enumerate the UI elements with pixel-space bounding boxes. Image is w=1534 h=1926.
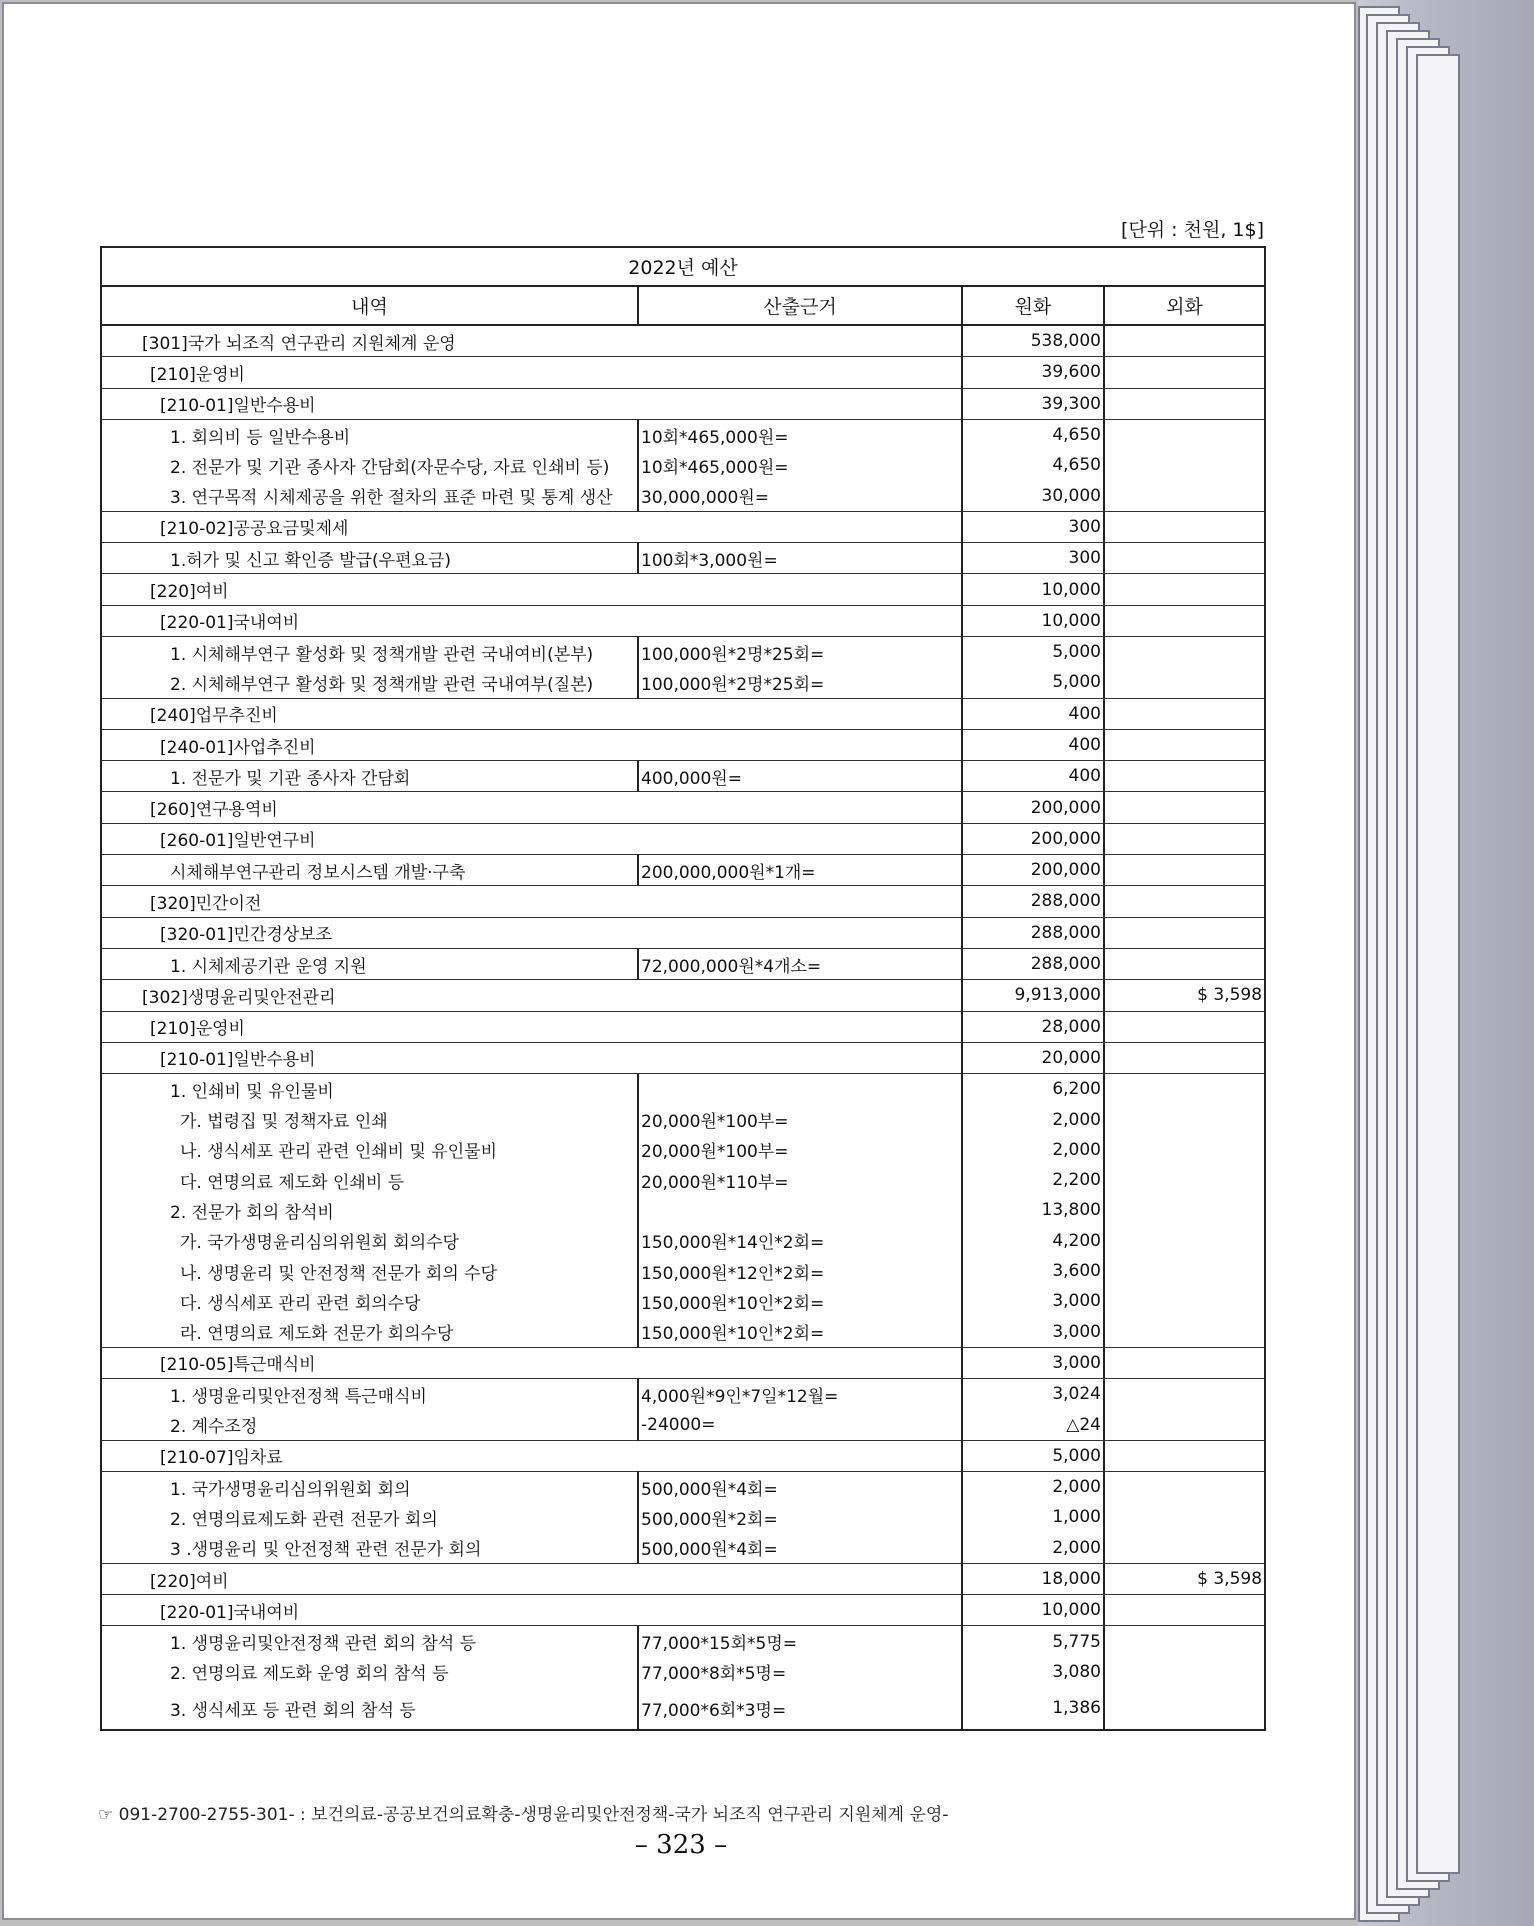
cell-krw: △24: [962, 1409, 1104, 1440]
cell-item: 1. 국가생명윤리심의위원회 회의: [101, 1471, 638, 1502]
table-row: [101, 1347, 1265, 1378]
cell-fx: [1104, 1317, 1265, 1348]
cell-basis: 20,000원*110부=: [638, 1165, 962, 1195]
cell-krw: 6,200: [962, 1074, 1104, 1105]
cell-item: 1. 생명윤리및안전정책 관련 회의 참석 등: [101, 1626, 638, 1657]
cell-krw: 4,200: [962, 1226, 1104, 1256]
table-row: [101, 698, 1265, 729]
cell-krw: 5,775: [962, 1626, 1104, 1657]
cell-basis: -24000=: [638, 1409, 962, 1440]
table-row: [101, 823, 1265, 854]
cell-item: [320]민간이전: [101, 886, 962, 917]
cell-basis: 10회*465,000원=: [638, 450, 962, 480]
cell-krw: 10,000: [962, 1595, 1104, 1626]
table-row: [101, 1563, 1265, 1594]
document-page: [2, 2, 1356, 1920]
cell-item: 라. 연명의료 제도화 전문가 회의수당: [101, 1317, 638, 1348]
cell-basis: 72,000,000원*4개소=: [638, 948, 962, 979]
table-row: [101, 1440, 1265, 1471]
cell-krw: 5,000: [962, 667, 1104, 698]
table-row: [101, 1595, 1265, 1626]
cell-fx: [1104, 917, 1265, 948]
cell-krw: 400: [962, 698, 1104, 729]
cell-fx: [1104, 1533, 1265, 1564]
unit-label: [단위 : 천원, 1$]: [1121, 219, 1264, 241]
cell-item: 나. 생식세포 관리 관련 인쇄비 및 유인물비: [101, 1135, 638, 1165]
table-row: [101, 1533, 1265, 1564]
table-row: [101, 388, 1265, 419]
cell-krw: 2,000: [962, 1533, 1104, 1564]
cell-basis: 30,000,000원=: [638, 480, 962, 511]
cell-item: 2. 연명의료 제도화 운영 회의 참석 등: [101, 1657, 638, 1687]
cell-item: 1. 회의비 등 일반수용비: [101, 419, 638, 450]
cell-krw: 288,000: [962, 948, 1104, 979]
table-row: [101, 1074, 1265, 1105]
table-row: [101, 574, 1265, 605]
table-row: [101, 980, 1265, 1011]
cell-fx: [1104, 1074, 1265, 1105]
table-row: [101, 1657, 1265, 1687]
table-row: [101, 761, 1265, 792]
cell-fx: [1104, 1502, 1265, 1532]
page-stack-edge: [1416, 54, 1460, 1874]
cell-fx: [1104, 1165, 1265, 1195]
cell-krw: 200,000: [962, 855, 1104, 886]
cell-krw: 200,000: [962, 823, 1104, 854]
cell-fx: [1104, 823, 1265, 854]
cell-item: 다. 연명의료 제도화 인쇄비 등: [101, 1165, 638, 1195]
table-row: [101, 511, 1265, 542]
cell-krw: 10,000: [962, 574, 1104, 605]
table-row: [101, 543, 1265, 574]
cell-krw: 20,000: [962, 1042, 1104, 1073]
cell-krw: 39,600: [962, 357, 1104, 388]
cell-item: 1. 인쇄비 및 유인물비: [101, 1074, 638, 1105]
cell-fx: [1104, 511, 1265, 542]
table-row: [101, 1687, 1265, 1730]
table-row: [101, 1286, 1265, 1316]
cell-fx: [1104, 1379, 1265, 1410]
cell-basis: 77,000*15회*5명=: [638, 1626, 962, 1657]
cell-item: 나. 생명윤리 및 안전정책 전문가 회의 수당: [101, 1256, 638, 1286]
cell-fx: [1104, 1226, 1265, 1256]
cell-krw: 3,000: [962, 1286, 1104, 1316]
cell-item: [302]생명윤리및안전관리: [101, 980, 962, 1011]
cell-krw: 300: [962, 543, 1104, 574]
cell-item: [301]국가 뇌조직 연구관리 지원체계 운영: [101, 325, 962, 357]
cell-basis: 150,000원*10인*2회=: [638, 1286, 962, 1316]
cell-fx: [1104, 543, 1265, 574]
cell-fx: $ 3,598: [1104, 1563, 1265, 1594]
cell-krw: 5,000: [962, 1440, 1104, 1471]
header-item: 내역: [101, 286, 638, 325]
cell-item: [260]연구용역비: [101, 792, 962, 823]
budget-table: [100, 246, 1266, 1731]
cell-basis: 500,000원*4회=: [638, 1471, 962, 1502]
cell-krw: 1,000: [962, 1502, 1104, 1532]
cell-basis: 500,000원*2회=: [638, 1502, 962, 1532]
cell-fx: [1104, 574, 1265, 605]
table-row: [101, 480, 1265, 511]
table-row: [101, 1135, 1265, 1165]
cell-item: 1. 전문가 및 기관 종사자 간담회: [101, 761, 638, 792]
page-number: – 323 –: [634, 1830, 728, 1860]
cell-krw: 3,000: [962, 1317, 1104, 1348]
cell-basis: 100회*3,000원=: [638, 543, 962, 574]
cell-item: 2. 시체해부연구 활성화 및 정책개발 관련 국내여부(질본): [101, 667, 638, 698]
cell-item: [210-05]특근매식비: [101, 1347, 962, 1378]
table-row: [101, 855, 1265, 886]
table-row: [101, 1317, 1265, 1348]
table-row: [101, 729, 1265, 760]
table-row: [101, 357, 1265, 388]
cell-fx: [1104, 388, 1265, 419]
cell-fx: [1104, 886, 1265, 917]
cell-item: 다. 생식세포 관리 관련 회의수당: [101, 1286, 638, 1316]
cell-fx: [1104, 1595, 1265, 1626]
cell-fx: [1104, 729, 1265, 760]
table-row: [101, 1011, 1265, 1042]
cell-krw: 9,913,000: [962, 980, 1104, 1011]
cell-krw: 39,300: [962, 388, 1104, 419]
table-row: [101, 419, 1265, 450]
table-row: [101, 605, 1265, 636]
cell-basis: 100,000원*2명*25회=: [638, 667, 962, 698]
cell-item: [320-01]민간경상보조: [101, 917, 962, 948]
cell-basis: 150,000원*14인*2회=: [638, 1226, 962, 1256]
cell-krw: 300: [962, 511, 1104, 542]
cell-basis: 20,000원*100부=: [638, 1135, 962, 1165]
cell-basis: 150,000원*10인*2회=: [638, 1317, 962, 1348]
cell-item: [240]업무추진비: [101, 698, 962, 729]
cell-krw: 18,000: [962, 1563, 1104, 1594]
cell-item: 2. 계수조정: [101, 1409, 638, 1440]
cell-fx: [1104, 1471, 1265, 1502]
cell-fx: [1104, 1256, 1265, 1286]
cell-fx: [1104, 761, 1265, 792]
cell-fx: $ 3,598: [1104, 980, 1265, 1011]
cell-item: [220-01]국내여비: [101, 1595, 962, 1626]
table-row: [101, 1042, 1265, 1073]
cell-item: [210-02]공공요금및제세: [101, 511, 962, 542]
cell-fx: [1104, 948, 1265, 979]
table-row: [101, 1195, 1265, 1225]
cell-fx: [1104, 1011, 1265, 1042]
cell-krw: 400: [962, 761, 1104, 792]
cell-item: [240-01]사업추진비: [101, 729, 962, 760]
cell-item: 1. 시체해부연구 활성화 및 정책개발 관련 국내여비(본부): [101, 636, 638, 667]
cell-fx: [1104, 357, 1265, 388]
cell-basis: 20,000원*100부=: [638, 1104, 962, 1134]
cell-fx: [1104, 1135, 1265, 1165]
cell-item: 가. 국가생명윤리심의위원회 회의수당: [101, 1226, 638, 1256]
cell-item: [260-01]일반연구비: [101, 823, 962, 854]
cell-item: [220]여비: [101, 574, 962, 605]
cell-basis: 77,000*8회*5명=: [638, 1657, 962, 1687]
cell-item: 1. 생명윤리및안전정책 특근매식비: [101, 1379, 638, 1410]
cell-krw: 2,000: [962, 1471, 1104, 1502]
cell-item: [210-01]일반수용비: [101, 388, 962, 419]
cell-fx: [1104, 1195, 1265, 1225]
table-row: [101, 917, 1265, 948]
cell-krw: 4,650: [962, 450, 1104, 480]
cell-basis: 400,000원=: [638, 761, 962, 792]
cell-item: 가. 법령집 및 정책자료 인쇄: [101, 1104, 638, 1134]
cell-basis: [638, 1074, 962, 1105]
cell-basis: 10회*465,000원=: [638, 419, 962, 450]
cell-krw: 1,386: [962, 1687, 1104, 1730]
table-row: [101, 1409, 1265, 1440]
cell-krw: 400: [962, 729, 1104, 760]
cell-basis: 150,000원*12인*2회=: [638, 1256, 962, 1286]
cell-krw: 30,000: [962, 480, 1104, 511]
cell-item: [210-01]일반수용비: [101, 1042, 962, 1073]
cell-item: 시체해부연구관리 정보시스템 개발·구축: [101, 855, 638, 886]
cell-fx: [1104, 1347, 1265, 1378]
cell-fx: [1104, 792, 1265, 823]
cell-item: [210]운영비: [101, 1011, 962, 1042]
table-row: [101, 1471, 1265, 1502]
table-row: [101, 1379, 1265, 1410]
cell-basis: 4,000원*9인*7일*12월=: [638, 1379, 962, 1410]
cell-item: 3. 생식세포 등 관련 회의 참석 등: [101, 1687, 638, 1730]
cell-krw: 200,000: [962, 792, 1104, 823]
cell-item: 2. 전문가 회의 참석비: [101, 1195, 638, 1225]
cell-fx: [1104, 450, 1265, 480]
table-row: [101, 948, 1265, 979]
cell-basis: 500,000원*4회=: [638, 1533, 962, 1564]
cell-item: 1.허가 및 신고 확인증 발급(우편요금): [101, 543, 638, 574]
cell-krw: 3,080: [962, 1657, 1104, 1687]
cell-krw: 10,000: [962, 605, 1104, 636]
cell-basis: 100,000원*2명*25회=: [638, 636, 962, 667]
cell-fx: [1104, 1687, 1265, 1730]
header-krw: 원화: [962, 286, 1104, 325]
header-basis: 산출근거: [638, 286, 962, 325]
cell-krw: 288,000: [962, 886, 1104, 917]
cell-fx: [1104, 1104, 1265, 1134]
cell-basis: [638, 1195, 962, 1225]
cell-krw: 2,000: [962, 1104, 1104, 1134]
cell-item: [220-01]국내여비: [101, 605, 962, 636]
cell-item: 1. 시체제공기관 운영 지원: [101, 948, 638, 979]
cell-fx: [1104, 1440, 1265, 1471]
cell-item: 3. 연구목적 시체제공을 위한 절차의 표준 마련 및 통계 생산: [101, 480, 638, 511]
cell-krw: 2,200: [962, 1165, 1104, 1195]
table-row: [101, 1626, 1265, 1657]
cell-krw: 3,024: [962, 1379, 1104, 1410]
cell-krw: 538,000: [962, 325, 1104, 357]
table-row: [101, 792, 1265, 823]
table-row: [101, 1165, 1265, 1195]
cell-fx: [1104, 480, 1265, 511]
table-row: [101, 667, 1265, 698]
cell-fx: [1104, 1626, 1265, 1657]
table-row: [101, 325, 1265, 357]
cell-item: 2. 전문가 및 기관 종사자 간담회(자문수당, 자료 인쇄비 등): [101, 450, 638, 480]
cell-item: 2. 연명의료제도화 관련 전문가 회의: [101, 1502, 638, 1532]
cell-basis: 77,000*6회*3명=: [638, 1687, 962, 1730]
cell-item: [210-07]임차료: [101, 1440, 962, 1471]
footnote: ☞ 091-2700-2755-301- : 보건의료-공공보건의료확충-생명윤리및안전정책-국가 뇌조직 연구관리 지원체계 운영-: [98, 1805, 949, 1825]
cell-fx: [1104, 667, 1265, 698]
table-row: [101, 886, 1265, 917]
cell-fx: [1104, 855, 1265, 886]
cell-fx: [1104, 1409, 1265, 1440]
table-row: [101, 1502, 1265, 1532]
cell-item: [210]운영비: [101, 357, 962, 388]
table-row: [101, 1256, 1265, 1286]
cell-item: [220]여비: [101, 1563, 962, 1594]
cell-krw: 4,650: [962, 419, 1104, 450]
cell-krw: 13,800: [962, 1195, 1104, 1225]
cell-krw: 2,000: [962, 1135, 1104, 1165]
cell-fx: [1104, 1286, 1265, 1316]
cell-fx: [1104, 325, 1265, 357]
table-row: [101, 1104, 1265, 1134]
cell-item: 3 .생명윤리 및 안전정책 관련 전문가 회의: [101, 1533, 638, 1564]
table-row: [101, 450, 1265, 480]
cell-krw: 28,000: [962, 1011, 1104, 1042]
cell-fx: [1104, 419, 1265, 450]
cell-fx: [1104, 636, 1265, 667]
cell-fx: [1104, 698, 1265, 729]
cell-basis: 200,000,000원*1개=: [638, 855, 962, 886]
cell-krw: 288,000: [962, 917, 1104, 948]
cell-krw: 3,000: [962, 1347, 1104, 1378]
cell-fx: [1104, 1042, 1265, 1073]
table-row: [101, 636, 1265, 667]
cell-fx: [1104, 605, 1265, 636]
cell-fx: [1104, 1657, 1265, 1687]
cell-krw: 3,600: [962, 1256, 1104, 1286]
cell-krw: 5,000: [962, 636, 1104, 667]
table-title: 2022년 예산: [101, 247, 1265, 286]
table-row: [101, 1226, 1265, 1256]
header-fx: 외화: [1104, 286, 1265, 325]
